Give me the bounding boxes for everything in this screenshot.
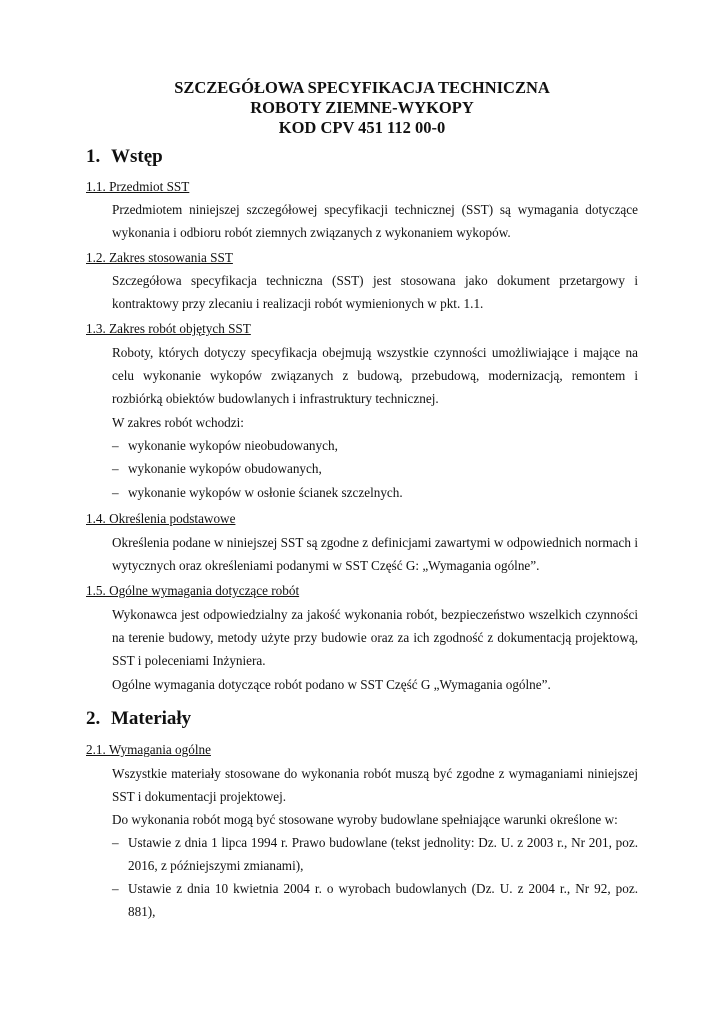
section-2-heading: [86, 708, 191, 730]
list-item-text: wykonanie wykopów nieobudowanych,: [128, 438, 338, 453]
subsection-2-1-paragraph: Wszystkie materiały stosowane do wykonania robót muszą być zgodne z wymaganiami niniejszej SST i dokumentacji projektowej.: [112, 766, 638, 804]
bullet-dash: –: [112, 485, 119, 500]
section-2-title: Materiały: [111, 708, 192, 729]
list-item: [112, 481, 638, 504]
subsection-1-4-paragraph: Określenia podane w niniejszej SST są zgodne z definicjami zawartymi w odpowiednich normach i wytycznych oraz określeniami podanymi w SST Część G: „Wymagania ogólne”.: [112, 535, 638, 573]
subsection-1-3-scope-intro: W zakres robót wchodzi:: [112, 415, 244, 430]
document-title-line-1: SZCZEGÓŁOWA SPECYFIKACJA TECHNICZNA: [174, 78, 550, 97]
subsection-1-2-heading: 1.2. Zakres stosowania SST: [86, 250, 233, 265]
section-1-title: Wstęp: [111, 146, 163, 167]
bullet-dash: –: [112, 835, 119, 850]
list-item: [112, 831, 638, 877]
list-item: [112, 434, 638, 457]
subsection-1-3-heading: 1.3. Zakres robót objętych SST: [86, 321, 251, 336]
list-item: [112, 877, 638, 923]
list-item-text: wykonanie wykopów w osłonie ścianek szczelnych.: [128, 485, 403, 500]
list-item-text: wykonanie wykopów obudowanych,: [128, 461, 322, 476]
section-1-heading: [86, 146, 163, 168]
subsection-1-5-heading: 1.5. Ogólne wymagania dotyczące robót: [86, 583, 300, 598]
subsection-1-3-paragraph: Roboty, których dotyczy specyfikacja obejmują wszystkie czynności umożliwiające i mające na celu wykonanie wykopów związanych z budową, przebudową, modernizacją, remontem i rozbiórką obiektów budowlanych i infrastruktury technicznej.: [112, 345, 638, 406]
document-title-line-3: KOD CPV 451 112 00-0: [278, 118, 446, 137]
subsection-1-5-paragraph-2: Ogólne wymagania dotyczące robót podano w SST Część G „Wymagania ogólne”.: [112, 677, 551, 692]
subsection-1-2-paragraph: Szczegółowa specyfikacja techniczna (SST) jest stosowana jako dokument przetargowy i kontraktowy przy zlecaniu i realizacji robót wymienionych w pkt. 1.1.: [112, 273, 638, 311]
subsection-1-4-heading: 1.4. Określenia podstawowe: [86, 511, 236, 526]
subsection-1-1-heading: 1.1. Przedmiot SST: [86, 179, 190, 194]
subsection-1-1-paragraph: Przedmiotem niniejszej szczegółowej specyfikacji technicznej (SST) są wymagania dotyczące wykonania i odbioru robót ziemnych związanych z wykonaniem wykopów.: [112, 202, 638, 240]
bullet-dash: –: [112, 461, 119, 476]
bullet-dash: –: [112, 438, 119, 453]
section-2-number: 2.: [86, 708, 101, 729]
list-item: [112, 457, 638, 480]
bullet-dash: –: [112, 881, 119, 896]
subsection-2-1-paragraph-2: Do wykonania robót mogą być stosowane wyroby budowlane spełniające warunki określone w:: [112, 812, 618, 827]
subsection-2-1-heading: 2.1. Wymagania ogólne: [86, 742, 211, 757]
list-item-text: Ustawie z dnia 10 kwietnia 2004 r. o wyrobach budowlanych (Dz. U. z 2004 r., Nr 92, poz. 881),: [128, 881, 638, 919]
list-item-text: Ustawie z dnia 1 lipca 1994 r. Prawo budowlane (tekst jednolity: Dz. U. z 2003 r., Nr 201, poz. 2016, z późniejszymi zmianami),: [128, 835, 638, 873]
document-title-line-2: ROBOTY ZIEMNE-WYKOPY: [250, 98, 474, 117]
section-1-number: 1.: [86, 146, 101, 167]
subsection-1-5-paragraph: Wykonawca jest odpowiedzialny za jakość wykonania robót, bezpieczeństwo wszelkich czynności na terenie budowy, metody użyte przy budowie oraz za ich zgodność z dokumentacją projektową, SST i poleceniami Inżyniera.: [112, 607, 638, 668]
